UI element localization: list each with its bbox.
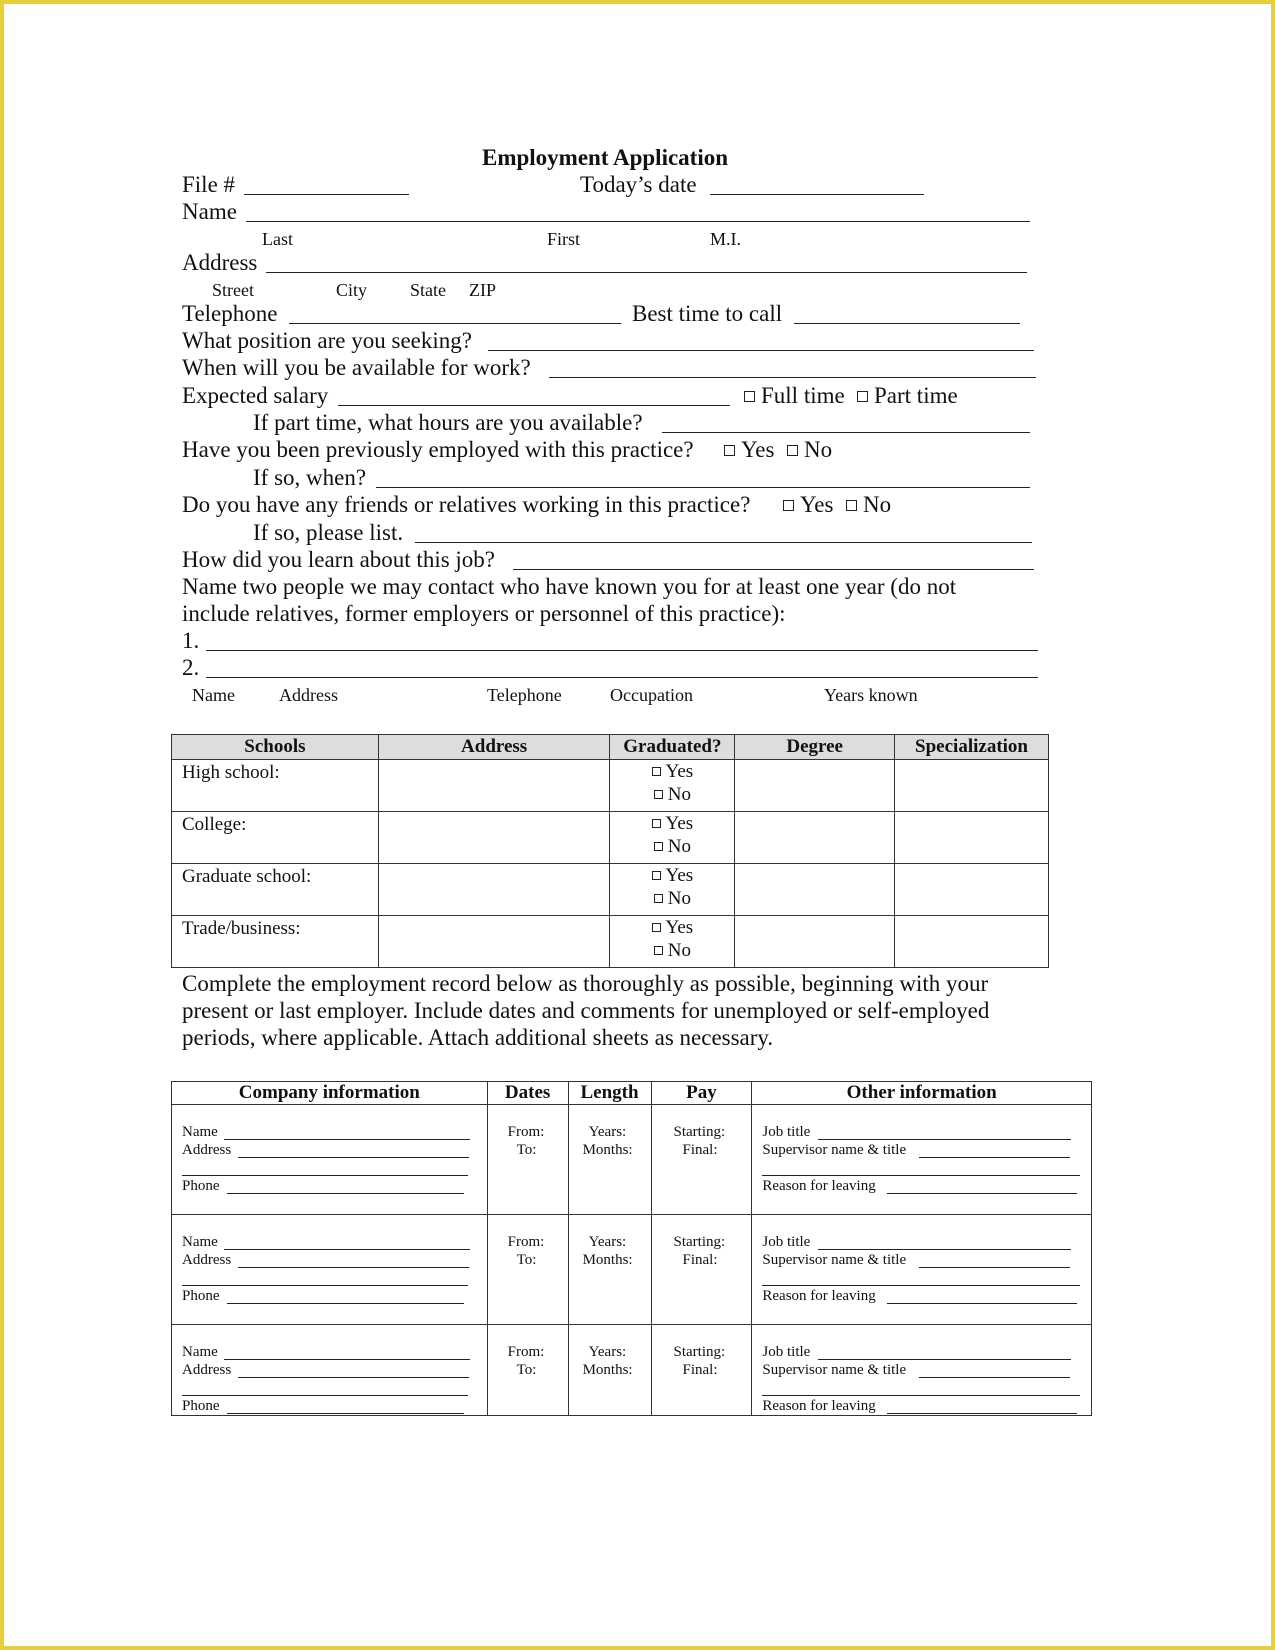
table-row bbox=[172, 1105, 1092, 1215]
other-info-cell bbox=[752, 1215, 1092, 1325]
company-address-field-2[interactable] bbox=[182, 1285, 468, 1286]
prev-employed-label: Have you been previously employed with this practice? bbox=[182, 437, 694, 462]
graduated-cell bbox=[610, 812, 735, 864]
supervisor-field-2[interactable] bbox=[762, 1175, 1080, 1176]
learn-job-label: How did you learn about this job? bbox=[182, 547, 496, 572]
address-street-caption: Street bbox=[212, 280, 254, 300]
company-address-field[interactable] bbox=[238, 1377, 469, 1378]
employment-header-row bbox=[172, 1082, 1092, 1105]
company-name-field[interactable] bbox=[224, 1359, 470, 1360]
length-header: Length bbox=[568, 1082, 651, 1105]
schools-header: Schools bbox=[172, 735, 379, 760]
length-cell bbox=[568, 1105, 651, 1215]
graduated-no[interactable]: No bbox=[610, 783, 734, 806]
prev-employed-yes-checkbox[interactable] bbox=[724, 445, 735, 456]
availability-label: When will you be available for work? bbox=[182, 355, 531, 380]
page-title: Employment Application bbox=[482, 145, 729, 170]
degree-cell[interactable] bbox=[735, 812, 895, 864]
reference-1-field[interactable] bbox=[206, 650, 1038, 651]
checkbox-icon[interactable] bbox=[654, 946, 663, 955]
checkbox-icon[interactable] bbox=[654, 842, 663, 851]
checkbox-icon[interactable] bbox=[652, 767, 661, 776]
pay-cell bbox=[651, 1105, 752, 1215]
company-info-header: Company information bbox=[172, 1082, 488, 1105]
name-last-caption: Last bbox=[262, 229, 293, 249]
reference-2-label: 2. bbox=[182, 655, 200, 680]
degree-cell[interactable] bbox=[735, 864, 895, 916]
ref-name-caption: Name bbox=[192, 685, 235, 705]
table-row bbox=[172, 812, 1049, 864]
supervisor-field[interactable] bbox=[919, 1377, 1070, 1378]
dates-cell bbox=[487, 1325, 568, 1416]
best-time-field[interactable] bbox=[794, 323, 1020, 324]
job-title-field[interactable] bbox=[818, 1249, 1071, 1250]
reference-1-label: 1. bbox=[182, 628, 200, 653]
ref-occupation-caption: Occupation bbox=[610, 685, 693, 705]
prev-employed-no[interactable]: No bbox=[787, 436, 832, 464]
address-state-caption: State bbox=[410, 280, 446, 300]
graduated-no[interactable]: No bbox=[610, 835, 734, 858]
full-time-option[interactable]: Full time bbox=[744, 382, 845, 410]
todays-date-field[interactable] bbox=[710, 194, 924, 195]
dates-cell bbox=[487, 1215, 568, 1325]
other-info-cell bbox=[752, 1105, 1092, 1215]
company-name-label: Name bbox=[182, 1124, 218, 1140]
company-phone-field[interactable] bbox=[227, 1303, 464, 1304]
length-cell bbox=[568, 1215, 651, 1325]
company-address-field[interactable] bbox=[238, 1157, 469, 1158]
supervisor-label: Supervisor name & title bbox=[762, 1142, 907, 1158]
years-label: Years: bbox=[588, 1344, 627, 1360]
school-address-cell[interactable] bbox=[378, 916, 610, 968]
friends-yes-checkbox[interactable] bbox=[783, 500, 794, 511]
reason-field[interactable] bbox=[887, 1413, 1077, 1414]
school-address-cell[interactable] bbox=[378, 812, 610, 864]
specialization-cell[interactable] bbox=[895, 916, 1049, 968]
school-name-cell: Trade/business: bbox=[172, 916, 379, 968]
name-first-caption: First bbox=[547, 229, 581, 249]
company-phone-field[interactable] bbox=[227, 1413, 464, 1414]
reference-2-field[interactable] bbox=[206, 677, 1038, 678]
graduated-cell bbox=[610, 864, 735, 916]
dates-header: Dates bbox=[487, 1082, 568, 1105]
telephone-label: Telephone bbox=[182, 301, 278, 326]
company-cell bbox=[172, 1215, 488, 1325]
graduated-no[interactable]: No bbox=[610, 887, 734, 910]
ref-telephone-caption: Telephone bbox=[487, 685, 562, 705]
school-name-cell: College: bbox=[172, 812, 379, 864]
employment-table bbox=[171, 1081, 1092, 1416]
other-info-header: Other information bbox=[752, 1082, 1092, 1105]
specialization-cell[interactable] bbox=[895, 760, 1049, 812]
friends-label: Do you have any friends or relatives working in this practice? bbox=[182, 492, 751, 517]
specialization-header: Specialization bbox=[895, 735, 1049, 760]
reason-field[interactable] bbox=[887, 1303, 1077, 1304]
company-address-field[interactable] bbox=[238, 1267, 469, 1268]
degree-header: Degree bbox=[735, 735, 895, 760]
friends-no[interactable]: No bbox=[846, 491, 891, 519]
supervisor-field[interactable] bbox=[919, 1267, 1070, 1268]
references-intro-line2: include relatives, former employers or personnel of this practice): bbox=[182, 601, 786, 626]
table-row bbox=[172, 1215, 1092, 1325]
specialization-cell[interactable] bbox=[895, 812, 1049, 864]
file-number-field[interactable] bbox=[244, 194, 409, 195]
company-name-label: Name bbox=[182, 1234, 218, 1250]
to-label: To: bbox=[516, 1362, 537, 1378]
company-phone-label: Phone bbox=[182, 1288, 220, 1304]
checkbox-icon[interactable] bbox=[654, 894, 663, 903]
other-info-cell bbox=[752, 1325, 1092, 1416]
part-time-checkbox[interactable] bbox=[857, 391, 868, 402]
supervisor-label: Supervisor name & title bbox=[762, 1362, 907, 1378]
telephone-field[interactable] bbox=[289, 323, 621, 324]
graduated-cell bbox=[610, 760, 735, 812]
company-phone-field[interactable] bbox=[227, 1193, 464, 1194]
availability-field[interactable] bbox=[549, 377, 1036, 378]
months-label: Months: bbox=[582, 1252, 633, 1268]
dates-cell bbox=[487, 1105, 568, 1215]
part-time-hours-label: If part time, what hours are you available? bbox=[253, 410, 643, 435]
job-title-label: Job title bbox=[762, 1234, 811, 1250]
graduated-yes[interactable]: Yes bbox=[610, 864, 734, 887]
company-name-label: Name bbox=[182, 1344, 218, 1360]
job-title-field[interactable] bbox=[818, 1139, 1071, 1140]
to-label: To: bbox=[516, 1142, 537, 1158]
learn-job-field[interactable] bbox=[513, 569, 1034, 570]
table-row bbox=[172, 864, 1049, 916]
address-city-caption: City bbox=[336, 280, 368, 300]
position-field[interactable] bbox=[488, 350, 1034, 351]
final-label: Final: bbox=[682, 1142, 718, 1158]
from-label: From: bbox=[507, 1344, 545, 1360]
starting-label: Starting: bbox=[673, 1124, 726, 1140]
supervisor-field[interactable] bbox=[919, 1157, 1070, 1158]
address-field[interactable] bbox=[266, 272, 1027, 273]
references-intro-line1: Name two people we may contact who have known you for at least one year (do not bbox=[182, 574, 957, 599]
graduated-no[interactable]: No bbox=[610, 939, 734, 962]
ref-years-known-caption: Years known bbox=[824, 685, 918, 705]
education-table bbox=[171, 734, 1049, 968]
part-time-hours-field[interactable] bbox=[662, 432, 1030, 433]
specialization-cell[interactable] bbox=[895, 864, 1049, 916]
company-address-label: Address bbox=[182, 1142, 232, 1158]
friends-yes[interactable]: Yes bbox=[783, 491, 833, 519]
address-label: Address bbox=[182, 250, 258, 275]
years-label: Years: bbox=[588, 1124, 627, 1140]
name-mi-caption: M.I. bbox=[710, 229, 741, 249]
degree-cell[interactable] bbox=[735, 760, 895, 812]
table-row bbox=[172, 916, 1049, 968]
instructions-line3: periods, where applicable. Attach additional sheets as necessary. bbox=[182, 1025, 774, 1050]
job-title-field[interactable] bbox=[818, 1359, 1071, 1360]
address-header: Address bbox=[378, 735, 610, 760]
table-row bbox=[172, 760, 1049, 812]
best-time-label: Best time to call bbox=[632, 301, 783, 326]
starting-label: Starting: bbox=[673, 1344, 726, 1360]
checkbox-icon[interactable] bbox=[652, 819, 661, 828]
from-label: From: bbox=[507, 1234, 545, 1250]
company-name-field[interactable] bbox=[224, 1249, 470, 1250]
reason-label: Reason for leaving bbox=[762, 1178, 876, 1194]
friends-no-checkbox[interactable] bbox=[846, 500, 857, 511]
company-address-label: Address bbox=[182, 1362, 232, 1378]
file-number-label: File # bbox=[182, 172, 236, 197]
degree-cell[interactable] bbox=[735, 916, 895, 968]
position-label: What position are you seeking? bbox=[182, 328, 472, 353]
checkbox-icon[interactable] bbox=[652, 923, 661, 932]
ref-address-caption: Address bbox=[279, 685, 338, 705]
part-time-option[interactable]: Part time bbox=[857, 382, 958, 410]
length-cell bbox=[568, 1325, 651, 1416]
starting-label: Starting: bbox=[673, 1234, 726, 1250]
pay-header: Pay bbox=[651, 1082, 752, 1105]
supervisor-field-2[interactable] bbox=[762, 1285, 1080, 1286]
company-address-field-2[interactable] bbox=[182, 1395, 468, 1396]
job-title-label: Job title bbox=[762, 1124, 811, 1140]
pay-cell bbox=[651, 1215, 752, 1325]
instructions-line1: Complete the employment record below as thoroughly as possible, beginning with your bbox=[182, 971, 989, 996]
graduated-yes[interactable]: Yes bbox=[610, 760, 734, 783]
job-title-label: Job title bbox=[762, 1344, 811, 1360]
checkbox-icon[interactable] bbox=[654, 790, 663, 799]
salary-field[interactable] bbox=[338, 405, 730, 406]
months-label: Months: bbox=[582, 1142, 633, 1158]
address-zip-caption: ZIP bbox=[469, 280, 496, 300]
supervisor-label: Supervisor name & title bbox=[762, 1252, 907, 1268]
reason-label: Reason for leaving bbox=[762, 1288, 876, 1304]
school-address-cell[interactable] bbox=[378, 760, 610, 812]
from-label: From: bbox=[507, 1124, 545, 1140]
supervisor-field-2[interactable] bbox=[762, 1395, 1080, 1396]
education-header-row bbox=[172, 735, 1049, 760]
company-name-field[interactable] bbox=[224, 1139, 470, 1140]
prev-employed-no-checkbox[interactable] bbox=[787, 445, 798, 456]
company-cell bbox=[172, 1325, 488, 1416]
to-label: To: bbox=[516, 1252, 537, 1268]
years-label: Years: bbox=[588, 1234, 627, 1250]
graduated-yes[interactable]: Yes bbox=[610, 812, 734, 835]
if-so-list-field[interactable] bbox=[415, 542, 1032, 543]
if-so-when-label: If so, when? bbox=[253, 465, 367, 490]
graduated-header: Graduated? bbox=[610, 735, 735, 760]
salary-label: Expected salary bbox=[182, 383, 329, 408]
company-phone-label: Phone bbox=[182, 1398, 220, 1414]
school-address-cell[interactable] bbox=[378, 864, 610, 916]
school-name-cell: High school: bbox=[172, 760, 379, 812]
if-so-when-field[interactable] bbox=[376, 487, 1030, 488]
company-cell bbox=[172, 1105, 488, 1215]
reason-label: Reason for leaving bbox=[762, 1398, 876, 1414]
reason-field[interactable] bbox=[887, 1193, 1077, 1194]
company-address-label: Address bbox=[182, 1252, 232, 1268]
school-name-cell: Graduate school: bbox=[172, 864, 379, 916]
prev-employed-yes[interactable]: Yes bbox=[724, 436, 774, 464]
pay-cell bbox=[651, 1325, 752, 1416]
table-row bbox=[172, 1325, 1092, 1416]
company-address-field-2[interactable] bbox=[182, 1175, 468, 1176]
checkbox-icon[interactable] bbox=[652, 871, 661, 880]
if-so-list-label: If so, please list. bbox=[253, 520, 404, 545]
name-label: Name bbox=[182, 199, 237, 224]
todays-date-label: Today’s date bbox=[580, 172, 697, 197]
name-field[interactable] bbox=[246, 221, 1030, 222]
company-phone-label: Phone bbox=[182, 1178, 220, 1194]
months-label: Months: bbox=[582, 1362, 633, 1378]
graduated-yes[interactable]: Yes bbox=[610, 916, 734, 939]
instructions-line2: present or last employer. Include dates and comments for unemployed or self-employed bbox=[182, 998, 990, 1023]
graduated-cell bbox=[610, 916, 735, 968]
final-label: Final: bbox=[682, 1252, 718, 1268]
full-time-checkbox[interactable] bbox=[744, 391, 755, 402]
final-label: Final: bbox=[682, 1362, 718, 1378]
